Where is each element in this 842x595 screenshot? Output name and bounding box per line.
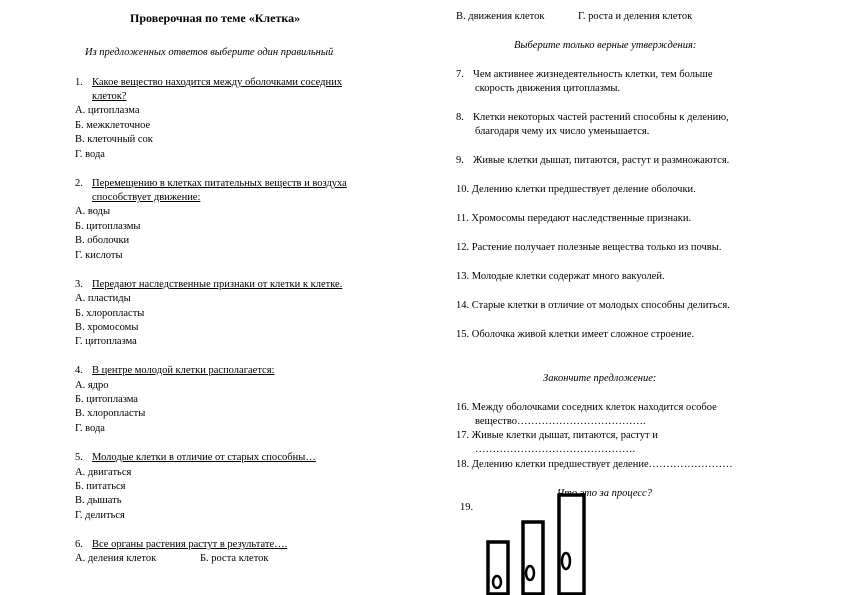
option-3d: Г. цитоплазма [75, 336, 137, 347]
question-19-number: 19. [460, 502, 474, 513]
option-3c: В. хромосомы [75, 322, 139, 333]
option-3b: Б. хлоропласты [75, 308, 145, 319]
question-1: 1. Какое вещество находится между оболочками соседних [75, 77, 342, 88]
option-2a: А. воды [75, 206, 111, 217]
option-6d: Г. роста и деления клеток [578, 11, 693, 22]
option-4c: В. хлоропласты [75, 408, 146, 419]
option-4d: Г. вода [75, 423, 105, 434]
question-3: 3. Передают наследственные признаки от клетки к клетке. [75, 279, 343, 290]
nucleus-medium [526, 566, 534, 580]
option-2d: Г. кислоты [75, 250, 123, 261]
option-3a: А. пластиды [75, 293, 131, 304]
option-1d: Г. вода [75, 149, 105, 160]
question-6: 6. Все органы растения растут в результате…. [75, 539, 288, 550]
option-5c: В. дышать [75, 495, 122, 506]
statement-13: 13. Молодые клетки содержат много вакуолей. [456, 271, 665, 282]
nucleus-small [493, 576, 501, 588]
statement-10: 10. Делению клетки предшествует деление оболочки. [456, 184, 696, 195]
statement-8-cont: благодаря чему их число уменьшается. [475, 126, 650, 137]
option-2b: Б. цитоплазмы [75, 221, 141, 232]
option-5b: Б. питаться [75, 481, 126, 492]
option-2c: В. оболочки [75, 235, 130, 246]
statement-9: 9. Живые клетки дышат, питаются, растут и размножаются. [456, 155, 730, 166]
statement-15: 15. Оболочка живой клетки имеет сложное строение. [456, 329, 695, 340]
option-1c: В. клеточный сок [75, 134, 153, 145]
completion-16-cont: вещество………………………………. [475, 416, 646, 427]
option-5d: Г. делиться [75, 510, 125, 521]
question-2-text-cont: способствует движение: [92, 192, 201, 203]
completion-17: 17. Живые клетки дышат, питаются, растут и [456, 430, 658, 441]
instruction-single-choice: Из предложенных ответов выберите один правильный [85, 47, 334, 58]
statement-7-cont: скорость движения цитоплазмы. [475, 83, 621, 94]
statement-7: 7. Чем активнее жизнедеятельность клетки, тем больше [456, 69, 713, 80]
question-6-text: Все органы растения растут в результате…. [92, 539, 288, 550]
statement-11: 11. Хромосомы передают наследственные признаки. [456, 213, 692, 224]
option-1b: Б. межклеточное [75, 120, 151, 131]
instruction-finish-sentence: Закончите предложение: [543, 373, 657, 384]
option-1a: А. цитоплазма [75, 105, 140, 116]
instruction-true-statements: Выберите только верные утверждения: [514, 40, 697, 51]
statement-8: 8. Клетки некоторых частей растений способны к делению, [456, 112, 729, 123]
option-6c: В. движения клеток [456, 11, 545, 22]
question-5: 5. Молодые клетки в отличие от старых способны… [75, 452, 316, 463]
option-5a: А. двигаться [75, 467, 132, 478]
question-3-text: Передают наследственные признаки от клетки к клетке. [92, 279, 343, 290]
question-2-text: Перемещению в клетках питательных веществ и воздуха [92, 178, 347, 189]
question-2: 2. Перемещению в клетках питательных веществ и воздуха [75, 178, 347, 189]
question-4-text: В центре молодой клетки располагается: [92, 365, 275, 376]
question-5-text: Молодые клетки в отличие от старых способны… [92, 452, 316, 463]
statement-14: 14. Старые клетки в отличие от молодых способны делиться. [456, 300, 730, 311]
cell-small [488, 542, 508, 594]
question-1-text: Какое вещество находится между оболочками соседних [92, 77, 342, 88]
completion-16: 16. Между оболочками соседних клеток находится особое [456, 402, 717, 413]
cell-large [559, 495, 584, 594]
option-6b: Б. роста клеток [200, 553, 269, 564]
option-4a: А. ядро [75, 380, 109, 391]
cell-growth-illustration [480, 490, 600, 595]
question-1-text-cont: клеток? [92, 91, 127, 102]
completion-17-cont: ………………………………………. [475, 444, 636, 455]
cell-medium [523, 522, 543, 594]
nucleus-large [562, 553, 570, 569]
question-4: 4. В центре молодой клетки располагается: [75, 365, 275, 376]
process-question: Что это за процесс? [557, 488, 652, 499]
statement-12: 12. Растение получает полезные вещества только из почвы. [456, 242, 722, 253]
completion-18: 18. Делению клетки предшествует деление…………………… [456, 459, 733, 470]
option-4b: Б. цитоплазма [75, 394, 138, 405]
page-title: Проверочная по теме «Клетка» [130, 11, 301, 25]
option-6a: А. деления клеток [75, 553, 157, 564]
